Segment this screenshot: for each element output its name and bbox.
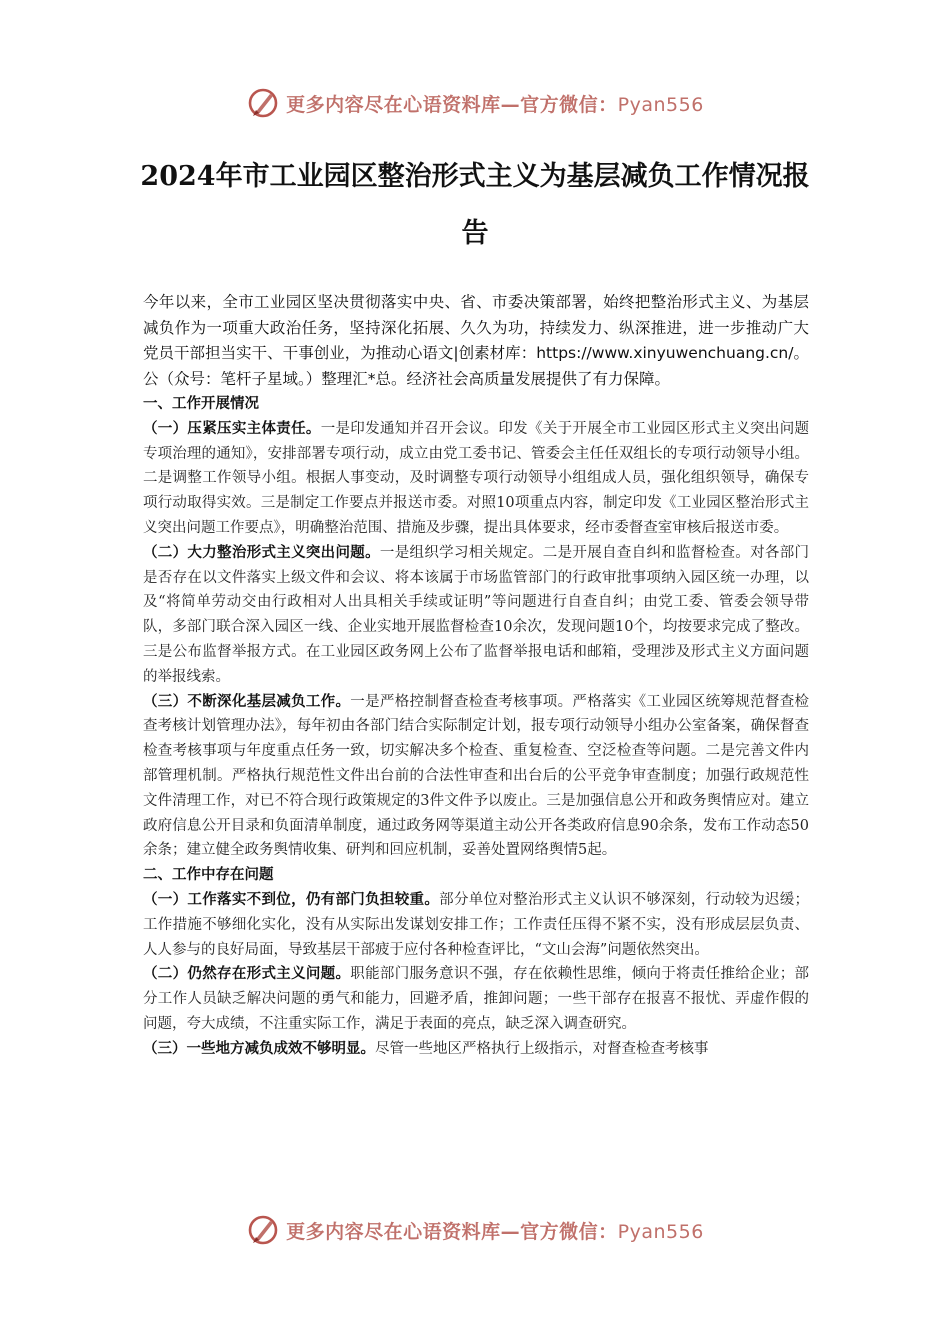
watermark-text: 更多内容尽在心语资料库—官方微信：Pyan556 [286,1220,704,1243]
section-heading-2: 二、工作中存在问题 [143,866,274,884]
paragraph [143,690,809,864]
paragraph [143,1037,809,1062]
intro-paragraph: 今年以来，全市工业园区坚决贯彻落实中央、省、市委决策部署，始终把整治形式主义、为基层减负作为一项重大政治任务，坚持深化拓展、久久为功，持续发力、纵深推进，进一步推动广大党员干部担当实干、干事创业，为推动心语文|创素材库：https://www.xinyuwenchuang.cn/。公（众号：笔杆子星域。）整理汇*总。经济社会高质量发展提供了有力保障。 [143,293,809,388]
paragraph [143,541,809,690]
document-title: 2024年市工业园区整治形式主义为基层减负工作情况报告 [140,161,810,249]
paragraph-lead: （二）大力整治形式主义突出问题。 [143,543,380,561]
watermark-footer [0,1210,950,1250]
paragraph-lead: （三）一些地方减负成效不够明显。 [143,1039,375,1057]
document-body [143,290,809,1062]
paragraph-lead: （三）不断深化基层减负工作。 [143,692,351,710]
logo-icon [246,1213,280,1247]
paragraph-lead: （一）工作落实不到位，仍有部门负担较重。 [143,890,440,908]
paragraph-body: 一是印发通知并召开会议。印发《关于开展全市工业园区形式主义突出问题专项治理的通知》，安排部署专项行动，成立由党工委书记、管委会主任任双组长的专项行动领导小组。二是调整工作领导小组。根据人事变动，及时调整专项行动领导小组组成人员，强化组织领导，确保专项行动取得实效。三是制定工作要点并报送市委。对照10项重点内容，制定印发《工业园区整治形式主义突出问题工作要点》，明确整治范围、措施及步骤，提出具体要求，经市委督查室审核后报送市委。 [143,420,810,536]
paragraph [143,888,809,962]
paragraph-body: 部分单位对整治形式主义认识不够深刻，行动较为迟缓；工作措施不够细化实化，没有从实际出发谋划安排工作；工作责任压得不紧不实，没有形成层层负责、人人参与的良好局面，导致基层干部疲于应付各种检查评比，“文山会海”问题依然突出。 [143,891,810,958]
watermark-text: 更多内容尽在心语资料库—官方微信：Pyan556 [286,93,704,116]
watermark-header [0,83,950,123]
paragraph-body: 一是组织学习相关规定。二是开展自查自纠和监督检查。对各部门是否存在以文件落实上级文件和会议、将本该属于市场监管部门的行政审批事项纳入园区统一办理，以及“将简单劳动交由行政相对人出具相关手续或证明”等问题进行自查自纠；由党工委、管委会领导带队，多部门联合深入园区一线、企业实地开展监督检查10余次，发现问题10个，均按要求完成了整改。三是公布监督举报方式。在工业园区政务网上公布了监督举报电话和邮箱，受理涉及形式主义方面问题的举报线索。 [143,544,810,685]
paragraph-lead: （二）仍然存在形式主义问题。 [143,965,351,983]
logo-icon [246,86,280,120]
paragraph [143,417,809,541]
paragraph-body: 一是严格控制督查检查考核事项。严格落实《工业园区统筹规范督查检查考核计划管理办法》，每年初由各部门结合实际制定计划，报专项行动领导小组办公室备案，确保督查检查考核事项与年度重点任务一致，切实解决多个检查、重复检查、空泛检查等问题。二是完善文件内部管理机制。严格执行规范性文件出台前的合法性审查和出台后的公平竞争审查制度；加强行政规范性文件清理工作，对已不符合现行政策规定的3件文件予以废止。三是加强信息公开和政务舆情应对。建立政府信息公开目录和负面清单制度，通过政务网等渠道主动公开各类政府信息90余条，发布工作动态50余条；建立健全政务舆情收集、研判和回应机制，妥善处置网络舆情5起。 [143,693,809,859]
paragraph [143,962,809,1036]
paragraph-body: 尽管一些地区严格执行上级指示，对督查检查考核事 [375,1040,709,1057]
paragraph-lead: （一）压紧压实主体责任。 [143,419,321,437]
section-heading-1: 一、工作开展情况 [143,395,259,412]
paragraph-body: 职能部门服务意识不强，存在依赖性思维，倾向于将责任推给企业；部分工作人员缺乏解决问题的勇气和能力，回避矛盾，推卸问题；一些干部存在报喜不报忧、弄虚作假的问题，夸大成绩，不注重实际工作，满足于表面的亮点，缺乏深入调查研究。 [143,966,809,1032]
